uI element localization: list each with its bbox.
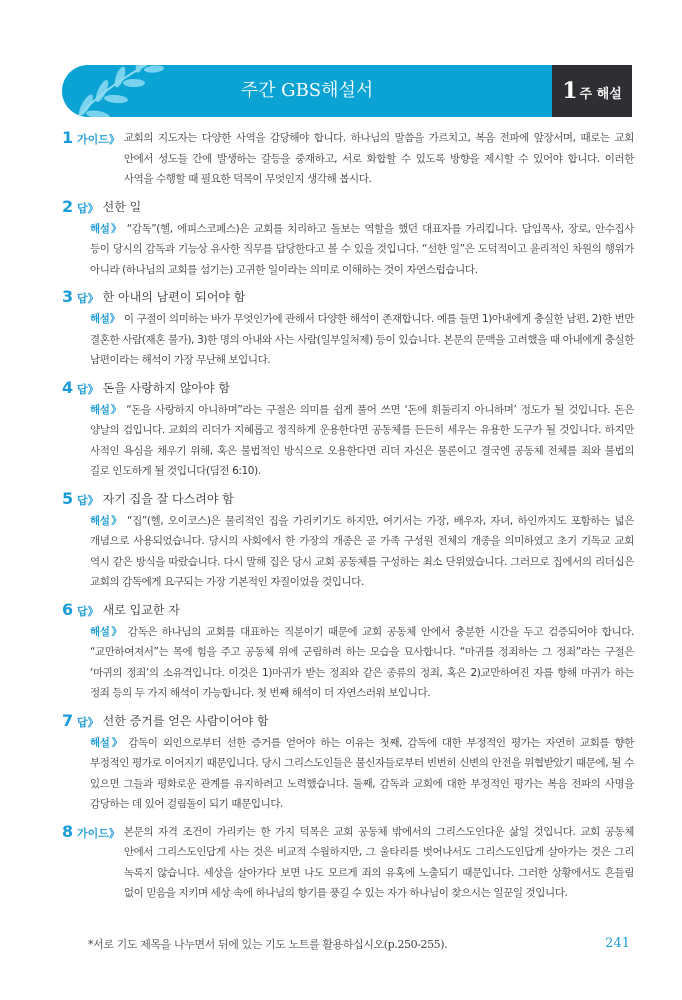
week-badge — [552, 65, 632, 117]
list-item — [62, 128, 634, 190]
explanation-tag: 해설》 — [90, 514, 124, 527]
explanation-text: “감독”(헬, 에피스코페스)은 교회를 치리하고 돌보는 역할을 했던 대표자를 가리킵니다. 담임목사, 장로, 안수집사 등이 당시의 감독과 기능상 유사한 직무를 담당한다고 볼 수 있을 것입니다. “선한 일”은 도덕적이고 윤리적인 차원의 행위가 아니라 (하나님의 교회를 섬기는) 고귀한 일이라는 의미로 이해하는 것이 자연스럽습니다. — [90, 222, 634, 276]
item-number: 5 — [62, 488, 74, 508]
item-number: 6 — [62, 599, 74, 619]
answer-tag: 답》 — [77, 604, 99, 618]
answer-text: 돈을 사랑하지 않아야 함 — [102, 380, 231, 395]
explanation-tag: 해설》 — [90, 403, 123, 416]
prayer-note: *서로 기도 제목을 나누면서 뒤에 있는 기도 노트를 활용하십시오(p.250-255). — [88, 938, 448, 951]
guide-text: 교회의 지도자는 다양한 사역을 감당해야 합니다. 하나님의 말씀을 가르치고, 복음 전파에 앞장서며, 때로는 교회 안에서 성도들 간에 발생하는 갈등을 중재하고, 서로 화합할 수 있도록 방향을 제시할 수 있어야 합니다. 이러한 사역을 수행할 때 필요한 덕목이 무엇인지 생각해 봅시다. — [123, 132, 634, 185]
explanation — [90, 733, 634, 815]
list-item — [62, 711, 634, 815]
page-header — [62, 65, 632, 117]
explanation-tag: 해설》 — [90, 736, 125, 749]
list-item — [62, 197, 634, 281]
explanation-text: 이 구절이 의미하는 바가 무엇인가에 관해서 다양한 해석이 존재합니다. 예를 들면 1)아내에게 충실한 남편, 2)한 번만 결혼한 사람(재혼 불가), 3)한 명의 아내와 사는 사람(일부일처제) 등이 있습니다. 본문의 문맥을 고려했을 때 아내에게 충실한 남편이라는 해석이 가장 무난해 보입니다. — [90, 313, 635, 366]
explanation — [90, 511, 634, 593]
answer-tag: 답》 — [77, 201, 99, 215]
answer-text: 새로 입교한 자 — [102, 602, 180, 617]
week-number: 1 — [562, 78, 578, 104]
answer-tag: 답》 — [77, 715, 99, 729]
explanation-text: 감독이 외인으로부터 선한 증거를 얻어야 하는 이유는 첫째, 감독에 대한 부정적인 평가는 자연히 교회를 향한 부정적인 평가로 이어지기 때문입니다. 당시 그리스도인들은 불신자들로부터 빈번히 신변의 안전을 위협받았기 때문에, 될 수 있으면 그들과 평화로운 관계를 유지하려고 노력했습니다. 둘째, 감독과 교회에 대한 부정적인 평가는 복음 전파의 사명을 감당하는 데 있어 걸림돌이 되기 때문입니다. — [90, 736, 634, 810]
answer-tag: 답》 — [77, 493, 99, 507]
explanation-text: “돈을 사랑하지 아니하며”라는 구절은 의미를 쉽게 풀어 쓰면 ‘돈에 휘둘리지 아니하며’ 정도가 될 것입니다. 돈은 양날의 검입니다. 교회의 리더가 지혜롭고 정직하게 운용한다면 공동체를 든든히 세우는 유용한 도구가 될 것입니다. 하지만 사적인 욕심을 채우기 위해, 혹은 불법적인 방식으로 오용한다면 리더 자신은 물론이고 결국엔 공동체 전체를 죄와 불법의 길로 인도하게 될 것입니다(딤전 6:10). — [90, 403, 634, 477]
week-label: 주 해설 — [579, 87, 622, 102]
answer-text: 선한 일 — [102, 199, 142, 214]
answer-text: 자기 집을 잘 다스려야 함 — [102, 491, 234, 506]
list-item — [62, 287, 634, 371]
answer-tag: 답》 — [77, 292, 99, 305]
item-number: 1 — [62, 128, 74, 147]
item-number: 3 — [62, 287, 74, 306]
item-number: 4 — [62, 377, 74, 397]
list-item — [62, 378, 634, 482]
answer-list — [62, 128, 634, 911]
answer-tag: 답》 — [77, 382, 99, 396]
list-item — [62, 600, 634, 704]
explanation — [90, 400, 634, 482]
item-number: 8 — [62, 821, 74, 841]
explanation-tag: 해설》 — [90, 222, 123, 235]
list-item — [62, 489, 634, 593]
explanation-tag: 해설》 — [90, 625, 124, 638]
page-number: 241 — [605, 936, 630, 951]
explanation-text: “집”(헬, 오이코스)은 물리적인 집을 가리키기도 하지만, 여기서는 가장, 배우자, 자녀, 하인까지도 포함하는 넓은 개념으로 사용되었습니다. 당시의 사회에서 한 가장의 개종은 곧 가족 구성원 전체의 개종을 의미하였고 초기 기독교 교회 역시 같은 방식을 따랐습니다. 다시 말해 집은 당시 교회 공동체를 구성하는 최소 단위였습니다. 그러므로 집에서의 리더십은 교회의 감독에게 요구되는 가장 기본적인 자질이었을 것입니다. — [90, 514, 634, 588]
answer-text: 선한 증거를 얻은 사람이어야 함 — [102, 713, 269, 728]
guide-text: 본문의 자격 조건이 가리키는 한 가지 덕목은 교회 공동체 밖에서의 그리스도인다운 삶일 것입니다. 교회 공동체 안에서 그리스도인답게 사는 것은 비교적 수월하지만, 그 울타리를 벗어나서도 그리스도인답게 살아가는 것은 그리 녹록지 않습니다. 세상을 살아가다 보면 나도 모르게 죄의 유혹에 노출되기 때문입니다. 그러한 상황에서도 흔들림 없이 믿음을 지키며 세상 속에 하나님의 향기를 풍길 수 있는 자가 하나님이 찾으시는 일꾼일 것입니다. — [123, 825, 634, 899]
explanation — [90, 219, 634, 281]
guide-tag: 가이드》 — [77, 133, 120, 146]
page-title: 주간 GBS해설서 — [240, 80, 374, 101]
guide-tag: 가이드》 — [77, 826, 120, 840]
explanation-text: 감독은 하나님의 교회를 대표하는 직분이기 때문에 교회 공동체 안에서 충분한 시간을 두고 검증되어야 합니다. “교만하여져서”는 목에 힘을 주고 공동체 위에 군림하려 하는 모습을 묘사합니다. “마귀를 정죄하는 그 정죄”라는 구절은 ‘마귀의 정죄’의 소유격입니다. 이것은 1)마귀가 받는 정죄와 같은 종류의 정죄, 혹은 2)교만하여진 자를 향해 마귀가 하는 정죄 등의 두 가지 해석이 가능합니다. 첫 번째 해석이 더 자연스러워 보입니다. — [90, 625, 634, 699]
explanation-tag: 해설》 — [90, 313, 120, 325]
explanation — [90, 309, 634, 371]
item-number: 7 — [62, 710, 74, 730]
list-item — [62, 822, 634, 904]
answer-text: 한 아내의 남편이 되어야 함 — [102, 290, 246, 304]
explanation — [90, 622, 634, 704]
item-number: 2 — [62, 196, 74, 216]
